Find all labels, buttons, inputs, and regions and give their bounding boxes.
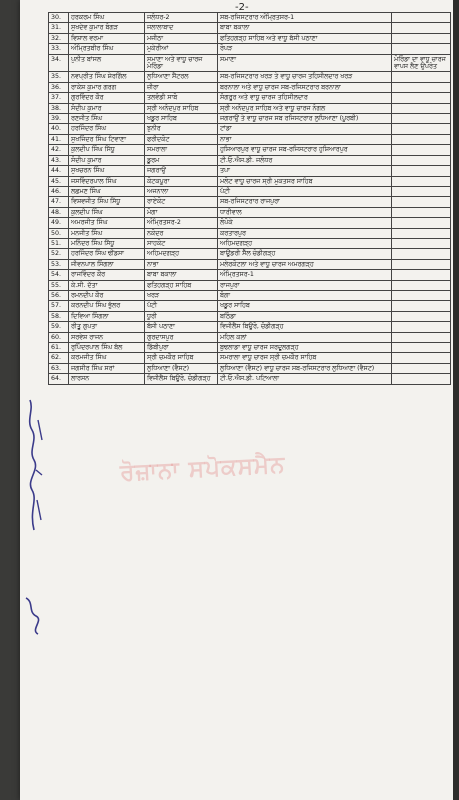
remark (392, 166, 451, 176)
row-number: 48. (49, 207, 69, 217)
remark (392, 197, 451, 207)
new-posting: ਟਾਂਡਾ (218, 124, 392, 134)
table-row (49, 155, 451, 165)
current-posting: ਲੁਧਿਆਣਾ (ਵੈਸਟ) (145, 363, 218, 373)
row-number: 44. (49, 166, 69, 176)
table-row (49, 23, 451, 33)
officer-name: ਕਰਨਦੀਪ ਸਿੰਘ ਭੁੱਲਰ (69, 301, 145, 311)
officer-name: ਮਨਿੰਦਰ ਸਿੰਘ ਸਿੱਧੂ (69, 238, 145, 248)
officer-name: ਹਰਜਿੰਦਰ ਸਿੰਘ ਢੀਂਡਸਾ (69, 249, 145, 259)
new-posting: ਜਗਰਾਉਂ ਤੇ ਵਾਧੂ ਚਾਰਜ ਸਬ ਰਜਿਸਟਰਾਰ ਲੁਧਿਆਣਾ (ਪੂਰਬੀ) (218, 114, 392, 124)
remark (392, 72, 451, 82)
current-posting: ਨਾਭਾ (145, 259, 218, 269)
row-number: 46. (49, 186, 69, 196)
table-row (49, 93, 451, 103)
table-row (49, 290, 451, 300)
table-body (49, 13, 451, 385)
row-number: 49. (49, 218, 69, 228)
remark (392, 33, 451, 43)
remark (392, 374, 451, 384)
table-row (49, 238, 451, 248)
table-row (49, 114, 451, 124)
remark (392, 207, 451, 217)
table-row (49, 186, 451, 196)
current-posting: ਜਗਰਾਉਂ (145, 166, 218, 176)
table-row (49, 353, 451, 363)
table-row (49, 311, 451, 321)
row-number: 60. (49, 332, 69, 342)
current-posting: ਜ਼ੀਰਾ (145, 82, 218, 92)
table-row (49, 134, 451, 144)
current-posting: ਸਾਹਕੋਟ (145, 238, 218, 248)
officer-name: ਗੁਰਵਿੰਦਰ ਕੌਰ (69, 93, 145, 103)
table-row (49, 270, 451, 280)
new-posting: ਰਾਜਪੁਰਾ (218, 280, 392, 290)
current-posting: ਸਮਾਣਾ ਅਤੇ ਵਾਧੂ ਚਾਰਜ ਮੋਰਿੰਡਾ (145, 54, 218, 72)
row-number: 51. (49, 238, 69, 248)
current-posting: ਬਾਬਾ ਬਕਾਲਾ (145, 270, 218, 280)
watermark: ਰੋਜ਼ਾਨਾ ਸਪੋਕਸਮੈਨ (119, 451, 287, 487)
officer-name: ਲਛਮਣ ਸਿੰਘ (69, 186, 145, 196)
table-row (49, 228, 451, 238)
row-number: 61. (49, 343, 69, 353)
transfer-table (48, 12, 451, 385)
new-posting: ਬਰਨਾਲਾ ਅਤੇ ਵਾਧੂ ਚਾਰਜ ਸਬ-ਰਜਿਸਟਰਾਰ ਬਰਨਾਲਾ (218, 82, 392, 92)
officer-name: ਰੀਤੂ ਗੁਪਤਾ (69, 322, 145, 332)
current-posting: ਗੁਰਦਾਸਪੁਰ (145, 332, 218, 342)
scan-edge (453, 0, 459, 800)
current-posting: ਧੂਰੀ (145, 311, 218, 321)
new-posting: ਰੋਪੜ (218, 44, 392, 54)
table-row (49, 166, 451, 176)
row-number: 53. (49, 259, 69, 269)
table-row (49, 33, 451, 43)
current-posting: ਖਰੜ (145, 290, 218, 300)
new-posting: ਤਪਾ (218, 166, 392, 176)
remark (392, 23, 451, 33)
current-posting: ਨਕੋਦਰ (145, 228, 218, 238)
table-row (49, 44, 451, 54)
current-posting: ਤਲਵੰਡੀ ਸਾਬੋ (145, 93, 218, 103)
remark (392, 44, 451, 54)
officer-name: ਜਗਸੀਰ ਸਿੰਘ ਸਰਾਂ (69, 363, 145, 373)
new-posting: ਮਹਿਲ ਕਲਾਂ (218, 332, 392, 342)
officer-name: ਮਨਜੀਤ ਸਿੰਘ (69, 228, 145, 238)
remark (392, 218, 451, 228)
new-posting: ਬਾਊਂਡਰੀ ਸੈੱਲ ਚੰਡੀਗੜ੍ਹ (218, 249, 392, 259)
row-number: 34. (49, 54, 69, 72)
table-row (49, 218, 451, 228)
row-number: 41. (49, 134, 69, 144)
new-posting: ਸਬ-ਰਜਿਸਟਰਾਰ ਅੰਮ੍ਰਿਤਸਰ-1 (218, 13, 392, 23)
table-row (49, 82, 451, 92)
remark (392, 155, 451, 165)
current-posting: ਝੁਨੀਰ (145, 124, 218, 134)
officer-name: ਰਮਨਦੀਪ ਕੌਰ (69, 290, 145, 300)
remark (392, 353, 451, 363)
remark (392, 82, 451, 92)
table-row (49, 363, 451, 373)
table-row (49, 72, 451, 82)
new-posting: ਖਡੂਰ ਸਾਹਿਬ (218, 301, 392, 311)
officer-name: ਰੁਪਿੰਦਰਪਾਲ ਸਿੰਘ ਬੱਲ (69, 343, 145, 353)
current-posting: ਵਿਜੀਲੈਂਸ ਬਿਊਰੋ, ਚੰਡੀਗੜ੍ਹ (145, 374, 218, 384)
row-number: 56. (49, 290, 69, 300)
row-number: 55. (49, 280, 69, 290)
officer-name: ਨਵਪ੍ਰੀਤ ਸਿੰਘ ਸ਼ੇਰਗਿੱਲ (69, 72, 145, 82)
row-number: 62. (49, 353, 69, 363)
current-posting: ਬੱਸੀ ਪਠਾਣਾ (145, 322, 218, 332)
officer-name: ਸੁਖਜਿੰਦਰ ਸਿੰਘ ਟਿਵਾਣਾ (69, 134, 145, 144)
remark (392, 176, 451, 186)
current-posting: ਸਮਰਾਲਾ (145, 145, 218, 155)
current-posting: ਅਜਨਾਲਾ (145, 186, 218, 196)
row-number: 37. (49, 93, 69, 103)
table-row (49, 322, 451, 332)
row-number: 32. (49, 33, 69, 43)
row-number: 43. (49, 155, 69, 165)
current-posting: ਖਡੂਰ ਸਾਹਿਬ (145, 114, 218, 124)
table-row (49, 176, 451, 186)
row-number: 31. (49, 23, 69, 33)
row-number: 39. (49, 114, 69, 124)
remark (392, 259, 451, 269)
new-posting: ਬਠਿੰਡਾ (218, 311, 392, 321)
remark (392, 124, 451, 134)
row-number: 40. (49, 124, 69, 134)
current-posting: ਕੋਟਕਪੂਰਾ (145, 176, 218, 186)
current-posting: ਅੰਮ੍ਰਿਤਸਰ-2 (145, 218, 218, 228)
remark (392, 280, 451, 290)
table-row (49, 301, 451, 311)
remark (392, 186, 451, 196)
current-posting: ਮੋਗਾ (145, 207, 218, 217)
remark (392, 270, 451, 280)
row-number: 42. (49, 145, 69, 155)
current-posting: ਲੁਧਿਆਣਾ ਸੈਂਟਰਲ (145, 72, 218, 82)
current-posting: ਡਿੱਬੀਪੁਰਾ (145, 343, 218, 353)
current-posting: ਫਤਿਹਗੜ੍ਹ ਸਾਹਿਬ (145, 280, 218, 290)
new-posting: ਬੰਗਾ (218, 290, 392, 300)
remark (392, 238, 451, 248)
row-number: 47. (49, 197, 69, 207)
row-number: 45. (49, 176, 69, 186)
officer-name: ਰਾਜਵਿੰਦਰ ਕੌਰ (69, 270, 145, 280)
officer-name: ਰਣਜੀਤ ਸਿੰਘ (69, 114, 145, 124)
remark (392, 322, 451, 332)
remark (392, 343, 451, 353)
current-posting: ਪੱਟੀ (145, 301, 218, 311)
new-posting: ਲੋਪੋਕੇ (218, 218, 392, 228)
officer-name: ਹਰਕਰਮ ਸਿੰਘ (69, 13, 145, 23)
row-number: 64. (49, 374, 69, 384)
current-posting: ਮੁਕੇਰੀਆਂ (145, 44, 218, 54)
officer-name: ਅੰਮ੍ਰਿਤਬੀਰ ਸਿੰਘ (69, 44, 145, 54)
new-posting: ਅਹਿਮਦਗੜ੍ਹ (218, 238, 392, 248)
officer-name: ਵਿਸ਼ਵਜੀਤ ਸਿੰਘ ਸਿੱਧੂ (69, 197, 145, 207)
new-posting: ਵਿਜੀਲੈਂਸ ਬਿਊਰੋ, ਚੰਡੀਗੜ੍ਹ (218, 322, 392, 332)
row-number: 36. (49, 82, 69, 92)
handwriting-icon (20, 380, 48, 540)
signature-icon (20, 590, 46, 640)
table-row (49, 13, 451, 23)
officer-name: ਹਰਜਿੰਦਰ ਸਿੰਘ (69, 124, 145, 134)
officer-name: ਕੇ.ਸੀ. ਦੱਤਾ (69, 280, 145, 290)
table-row (49, 124, 451, 134)
new-posting: ਮਲੋਟ ਵਾਧੂ ਚਾਰਜ ਸ੍ਰੀ ਮੁਕਤਸਰ ਸਾਹਿਬ (218, 176, 392, 186)
current-posting: ਅਹਿਮਦਗੜ੍ਹ (145, 249, 218, 259)
officer-name: ਕੁਲਦੀਪ ਸਿੰਘ ਸਿੱਧੂ (69, 145, 145, 155)
table-row (49, 259, 451, 269)
current-posting: ਡੂਰਮ (145, 155, 218, 165)
new-posting: ਫਤਿਹਗੜ੍ਹ ਸਾਹਿਬ ਅਤੇ ਵਾਧੂ ਬੱਸੀ ਪਠਾਣਾ (218, 33, 392, 43)
table-row (49, 103, 451, 113)
remark (392, 114, 451, 124)
row-number: 35. (49, 72, 69, 82)
new-posting: ਨਾਭਾ (218, 134, 392, 144)
row-number: 58. (49, 311, 69, 321)
row-number: 59. (49, 322, 69, 332)
officer-name: ਕੁਲਦੀਪ ਸਿੰਘ (69, 207, 145, 217)
document-page (20, 0, 454, 800)
officer-name: ਜਸਵਿੰਦਰਪਾਲ ਸਿੰਘ (69, 176, 145, 186)
table-row (49, 54, 451, 72)
current-posting: ਫਰੀਦਕੋਟ (145, 134, 218, 144)
row-number: 38. (49, 103, 69, 113)
table-row (49, 280, 451, 290)
row-number: 57. (49, 301, 69, 311)
new-posting: ਮਲੇਰਕੋਟਲਾ ਅਤੇ ਵਾਧੂ ਚਾਰਜ ਅਮਰਗੜ੍ਹ (218, 259, 392, 269)
table-row (49, 343, 451, 353)
remark (392, 103, 451, 113)
remark (392, 290, 451, 300)
new-posting: ਪੱਟੀ (218, 186, 392, 196)
new-posting: ਸਮਾਣਾ (218, 54, 392, 72)
officer-name: ਜੀਵਨਪਾਲ ਸਿੰਗਲਾ (69, 259, 145, 269)
remark (392, 301, 451, 311)
new-posting: ਟੀ.ਓ.ਐਸ.ਡੀ. ਪਟਿਆਲਾ (218, 374, 392, 384)
current-posting: ਮਜੀਠਾ (145, 33, 218, 43)
new-posting: ਬਾਬਾ ਬਕਾਲਾ (218, 23, 392, 33)
remark (392, 134, 451, 144)
new-posting: ਸ੍ਰੀ ਅਨੰਦਪੁਰ ਸਾਹਿਬ ਅਤੇ ਵਾਧੂ ਚਾਰਜ ਨੰਗਲ (218, 103, 392, 113)
new-posting: ਟੀ.ਓ.ਐਸ.ਡੀ. ਜਲੰਧਰ (218, 155, 392, 165)
officer-name: ਅਮਰਜੀਤ ਸਿੰਘ (69, 218, 145, 228)
new-posting: ਲੁਧਿਆਣਾ (ਵੈਸਟ) ਵਾਧੂ ਚਾਰਜ ਸਬ-ਰਜਿਸਟਰਾਰ ਲੁਧਿਆਣਾ (ਵੈਸਟ) (218, 363, 392, 373)
officer-name: ਸੁਖਦੇਵ ਕੁਮਾਰ ਬੰਗੜ (69, 23, 145, 33)
current-posting: ਰਾਏਕੋਟ (145, 197, 218, 207)
current-posting: ਸ੍ਰੀ ਅਨੰਦਪੁਰ ਸਾਹਿਬ (145, 103, 218, 113)
officer-name: ਕਰਮਜੀਤ ਸਿੰਘ (69, 353, 145, 363)
table-row (49, 207, 451, 217)
officer-name: ਸੰਦੀਪ ਕੁਮਾਰ (69, 103, 145, 113)
remark (392, 363, 451, 373)
remark (392, 145, 451, 155)
remark (392, 311, 451, 321)
new-posting: ਧਾਰੀਵਾਲ (218, 207, 392, 217)
new-posting: ਸਬ-ਰਜਿਸਟਰਾਰ ਖਰੜ ਤੇ ਵਾਧੂ ਚਾਰਜ ਤਹਿਸੀਲਦਾਰ ਖਰੜ (218, 72, 392, 82)
officer-name: ਰਾਕੇਸ਼ ਕੁਮਾਰ ਗਰਗ (69, 82, 145, 92)
officer-name: ਸੁਖਚਰਨ ਸਿੰਘ (69, 166, 145, 176)
new-posting: ਸੰਗਰੂਰ ਅਤੇ ਵਾਧੂ ਚਾਰਜ ਤਹਿਸੀਲਦਾਰ (218, 93, 392, 103)
officer-name: ਸੰਦੀਪ ਕੁਮਾਰ (69, 155, 145, 165)
current-posting: ਜਲੰਧਰ-2 (145, 13, 218, 23)
table-row (49, 332, 451, 342)
new-posting: ਕਰਤਾਰਪੁਰ (218, 228, 392, 238)
new-posting: ਸਮਰਾਲਾ ਵਾਧੂ ਚਾਰਜ ਸ੍ਰੀ ਚਮਕੌਰ ਸਾਹਿਬ (218, 353, 392, 363)
row-number: 63. (49, 363, 69, 373)
officer-name: ਦਿਵਿਆ ਸਿੰਗਲਾ (69, 311, 145, 321)
remark (392, 249, 451, 259)
current-posting: ਜਲਾਲਾਬਾਦ (145, 23, 218, 33)
handwritten-margin-note (20, 380, 48, 540)
remark (392, 332, 451, 342)
remark (392, 228, 451, 238)
row-number: 52. (49, 249, 69, 259)
row-number: 33. (49, 44, 69, 54)
new-posting: ਅੰਮ੍ਰਿਤਸਰ-1 (218, 270, 392, 280)
table-row (49, 374, 451, 384)
new-posting: ਬੁਢਲਾਡਾ ਵਾਧੂ ਚਾਰਜ ਸਰਦੂਲਗੜ੍ਹ (218, 343, 392, 353)
officer-name: ਪੁਨੀਤ ਬਾਂਸਲ (69, 54, 145, 72)
table-row (49, 249, 451, 259)
remark (392, 13, 451, 23)
row-number: 30. (49, 13, 69, 23)
current-posting: ਸ੍ਰੀ ਚਮਕੌਰ ਸਾਹਿਬ (145, 353, 218, 363)
new-posting: ਸਬ-ਰਜਿਸਟਰਾਰ ਰਾਜਪੁਰਾ (218, 197, 392, 207)
officer-name: ਲਾਰਸਨ (69, 374, 145, 384)
remark (392, 93, 451, 103)
row-number: 50. (49, 228, 69, 238)
new-posting: ਹੁਸ਼ਿਆਰਪੁਰ ਵਾਧੂ ਚਾਰਜ ਸਬ-ਰਜਿਸਟਰਾਰ ਹੁਸ਼ਿਆਰਪੁਰ (218, 145, 392, 155)
row-number: 54. (49, 270, 69, 280)
officer-name: ਵਿਸ਼ਾਲ ਵਰਮਾ (69, 33, 145, 43)
officer-name: ਸਰਵੇਸ਼ ਰਾਜਨ (69, 332, 145, 342)
table-row (49, 145, 451, 155)
remark: ਮੋਰਿੰਡਾ ਦਾ ਵਾਧੂ ਚਾਰਜ ਵਾਪਸ ਲੈਣ ਉਪਰੰਤ (392, 54, 451, 72)
table-row (49, 197, 451, 207)
page-number: -2- (235, 2, 249, 13)
